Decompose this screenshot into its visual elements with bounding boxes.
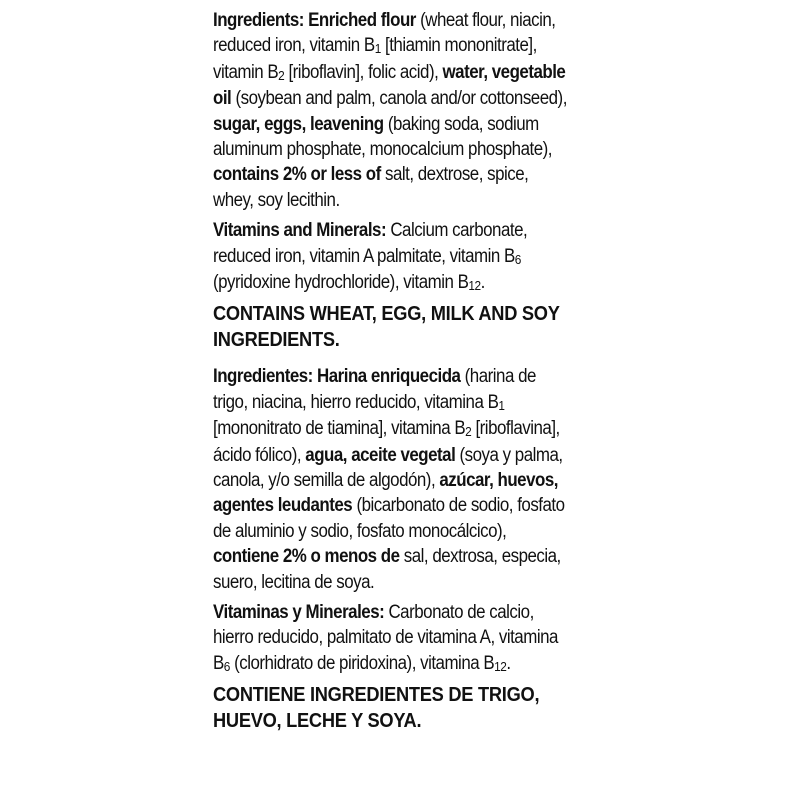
contains-less-text: contains 2% or less of — [213, 164, 381, 186]
spanish-allergen-statement: CONTIENE INGREDIENTES DE TRIGO, HUEVO, LECHE Y SOYA. — [213, 683, 540, 732]
vitamins-text: (pyridoxine hydrochloride), vitamin B — [213, 272, 469, 294]
vitamins-text: Calcium carbonate, reduced iron, vitamin A palmitate, vitamin B — [213, 220, 528, 267]
ingredient-label — [213, 8, 569, 733]
ingredients-heading: Ingredients: — [213, 10, 304, 31]
subscript: 1 — [374, 41, 381, 57]
ingredient-text: [thiamin mononitrate], vitamin B — [213, 35, 537, 83]
ingredient-text: (wheat flour, niacin, reduced iron, vitamin B — [213, 10, 556, 57]
subscript: 1 — [498, 397, 505, 413]
vitaminas-text: . — [506, 652, 511, 674]
subscript: 12 — [468, 278, 481, 294]
azucar-huevos-text: azúcar, huevos, agentes leudantes — [213, 469, 558, 517]
subscript: 6 — [223, 658, 230, 674]
spanish-vitamins-paragraph — [213, 600, 569, 677]
sugar-eggs-leavening-text: sugar, eggs, leavening — [213, 113, 384, 135]
ingredient-text: (baking soda, sodium aluminum phosphate, monocalcium phosphate), — [213, 113, 552, 161]
ingredient-text: [riboflavina], ácido fólico), — [213, 418, 560, 466]
ingredient-text: (bicarbonato de sodio, fosfato de aluminio y sodio, fosfato monocálcico), — [213, 495, 565, 542]
subscript: 6 — [514, 251, 521, 267]
vitaminas-text: (clorhidrato de piridoxina), vitamina B — [229, 652, 495, 674]
subscript: 2 — [465, 424, 472, 440]
ingredientes-heading: Ingredientes: — [213, 366, 313, 388]
subscript: 2 — [278, 67, 285, 83]
contiene-menos-text: contiene 2% o menos de — [213, 546, 400, 568]
english-vitamins-paragraph — [213, 218, 569, 296]
agua-aceite-text: agua, aceite vegetal — [305, 444, 456, 466]
ingredient-text: (harina de trigo, niacina, hierro reducido, vitamina B — [213, 366, 536, 413]
harina-text: Harina enriquecida — [317, 366, 461, 388]
ingredient-text: (soybean and palm, canola and/or cottonseed), — [231, 88, 567, 110]
ingredient-text: sal, dextrosa, especia, suero, lecitina de soya. — [213, 546, 561, 593]
subscript: 12 — [494, 658, 507, 674]
water-oil-text: water, vegetable oil — [213, 61, 566, 110]
vitamins-text: . — [480, 272, 485, 294]
english-allergen-statement: CONTAINS WHEAT, EGG, MILK AND SOY INGREDIENTS. — [213, 302, 560, 351]
ingredient-text: salt, dextrose, spice, whey, soy lecithin. — [213, 164, 529, 211]
ingredient-text: (soya y palma, canola, y/o semilla de algodón), — [213, 444, 563, 491]
vitaminas-heading: Vitaminas y Minerales: — [213, 601, 385, 623]
spanish-ingredients-paragraph — [213, 364, 569, 595]
enriched-flour-text: Enriched flour — [308, 10, 416, 31]
ingredient-text: [riboflavin], folic acid), — [284, 61, 443, 83]
vitamins-heading: Vitamins and Minerals: — [213, 220, 387, 242]
ingredient-text: [mononitrato de tiamina], vitamina B — [213, 418, 466, 440]
english-ingredients-paragraph — [213, 8, 569, 213]
vitaminas-text: Carbonato de calcio, hierro reducido, palmitato de vitamina A, vitamina B — [213, 601, 558, 674]
